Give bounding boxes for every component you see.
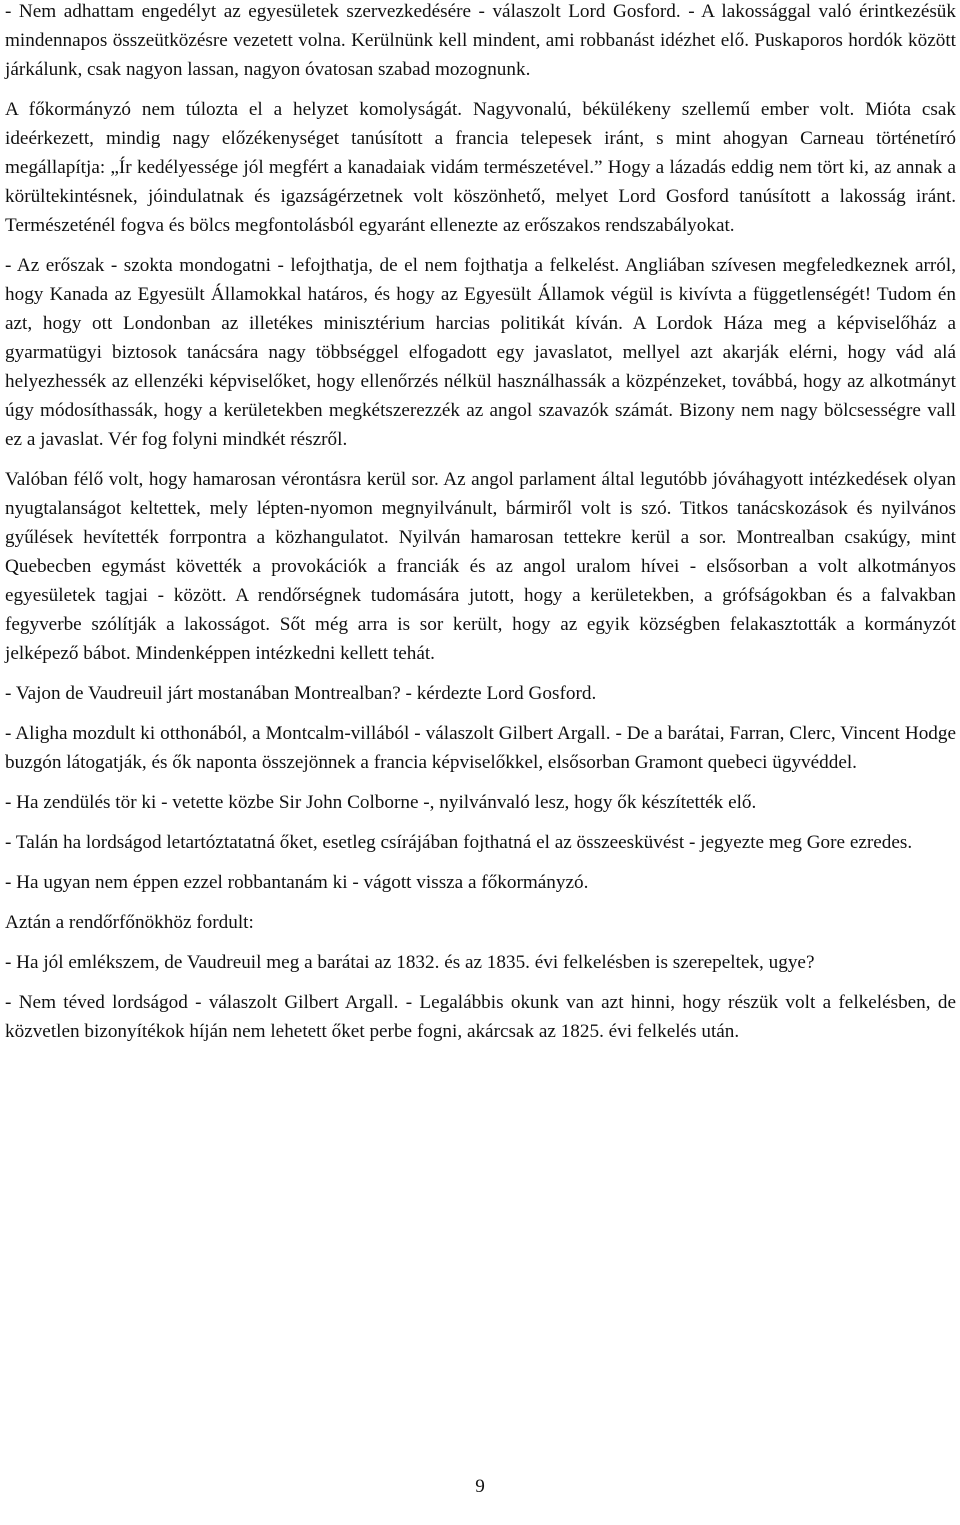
page-number: 9 [475, 1476, 485, 1497]
document-page [5, 0, 956, 1057]
paragraph-12: - Nem téved lordságod - válaszolt Gilbert Argall. - Legalábbis okunk van azt hinni, hogy részük volt a felkelésben, de közvetlen bizonyítékok híján nem lehetett őket perbe fogni, akárcsak az 1825. évi felkelés után. [5, 992, 956, 1042]
paragraph-9: - Ha ugyan nem éppen ezzel robbantanám ki - vágott vissza a főkormányzó. [5, 872, 589, 893]
paragraph-6: - Aligha mozdult ki otthonából, a Montcalm-villából - válaszolt Gilbert Argall. - De a barátai, Farran, Clerc, Vincent Hodge buzgón látogatják, és ők naponta összejönnek a francia képviselőkkel, elsősorban Gramont quebeci ügyvéddel. [5, 723, 956, 773]
paragraph-4: Valóban félő volt, hogy hamarosan vérontásra kerül sor. Az angol parlament által legutóbb jóváhagyott intézkedések olyan nyugtalanságot keltettek, mely lépten-nyomon megnyilvánult, bármiről volt is szó. Titkos tanácskozások és nyilvános gyűlések hevítették forrpontra a közhangulatot. Nyilván hamarosan tettekre kerül a sor. Montrealban csakúgy, mint Quebecben egymást követték a provokációk a franciák és az angol uralom hívei - elsősorban a volt alkotmányos egyesületek tagjai - között. A rendőrségnek tudomására jutott, hogy a kerületekben, a grófságokban és a falvakban fegyverbe szólítják a lakosságot. Sőt még arra is sor került, hogy az egyik községben felakasztották a kormányzót jelképező bábot. Mindenképpen intézkedni kellett tehát. [5, 469, 956, 664]
paragraph-11: - Ha jól emlékszem, de Vaudreuil meg a barátai az 1832. és az 1835. évi felkelésben is szerepeltek, ugye? [5, 952, 815, 973]
paragraph-8: - Talán ha lordságod letartóztatatná őket, esetleg csírájában fojthatná el az összeesküvést - jegyezte meg Gore ezredes. [5, 832, 913, 853]
paragraph-7: - Ha zendülés tör ki - vetette közbe Sir John Colborne -, nyilvánvaló lesz, hogy ők készítették elő. [5, 792, 757, 813]
paragraph-10: Aztán a rendőrfőnökhöz fordult: [5, 912, 254, 933]
paragraph-3: - Az erőszak - szokta mondogatni - lefojthatja, de el nem fojthatja a felkelést. Angliában szívesen megfeledkeznek arról, hogy Kanada az Egyesült Államokkal határos, és hogy az Egyesült Államok végül is kivívta a függetlenségét! Tudom én azt, hogy ott Londonban az illetékes minisztérium harcias politikát kíván. A Lordok Háza meg a képviselőház a gyarmatügyi biztosok tanácsára nagy többséggel elfogadott egy javaslatot, mellyel azt akarják elérni, hogy vád alá helyezhessék az ellenzéki képviselőket, hogy ellenőrzés nélkül használhassák a közpénzeket, továbbá, hogy az alkotmányt úgy módosíthassák, hogy a kerületekben megkétszerezzék az angol szavazók számát. Bizony nem nagy bölcsességre vall ez a javaslat. Vér fog folyni mindkét részről. [5, 255, 956, 450]
paragraph-5: - Vajon de Vaudreuil járt mostanában Montrealban? - kérdezte Lord Gosford. [5, 683, 597, 704]
paragraph-2: A főkormányzó nem túlozta el a helyzet komolyságát. Nagyvonalú, békülékeny szellemű ember volt. Mióta csak ideérkezett, mindig nagy előzékenységet tanúsított a francia telepesek iránt, s mint ahogyan Carneau történetíró megállapítja: „Ír kedélyessége jól megfért a kanadaiak vidám természetével.” Hogy a lázadás eddig nem tört ki, az annak a körültekintésnek, jóindulatnak és igazságérzetnek volt köszönhető, melyet Lord Gosford tanúsított a lakosság iránt. Természeténél fogva és bölcs megfontolásból egyaránt ellenezte az erőszakos rendszabályokat. [5, 99, 956, 236]
paragraph-1: - Nem adhattam engedélyt az egyesületek szervezkedésére - válaszolt Lord Gosford. - A lakossággal való érintkezésük mindennapos összeütközésre vezetett volna. Kerülnünk kell mindent, ami robbanást idézhet elő. Puskaporos hordók között járkálunk, csak nagyon lassan, nagyon óvatosan szabad mozognunk. [5, 1, 956, 80]
